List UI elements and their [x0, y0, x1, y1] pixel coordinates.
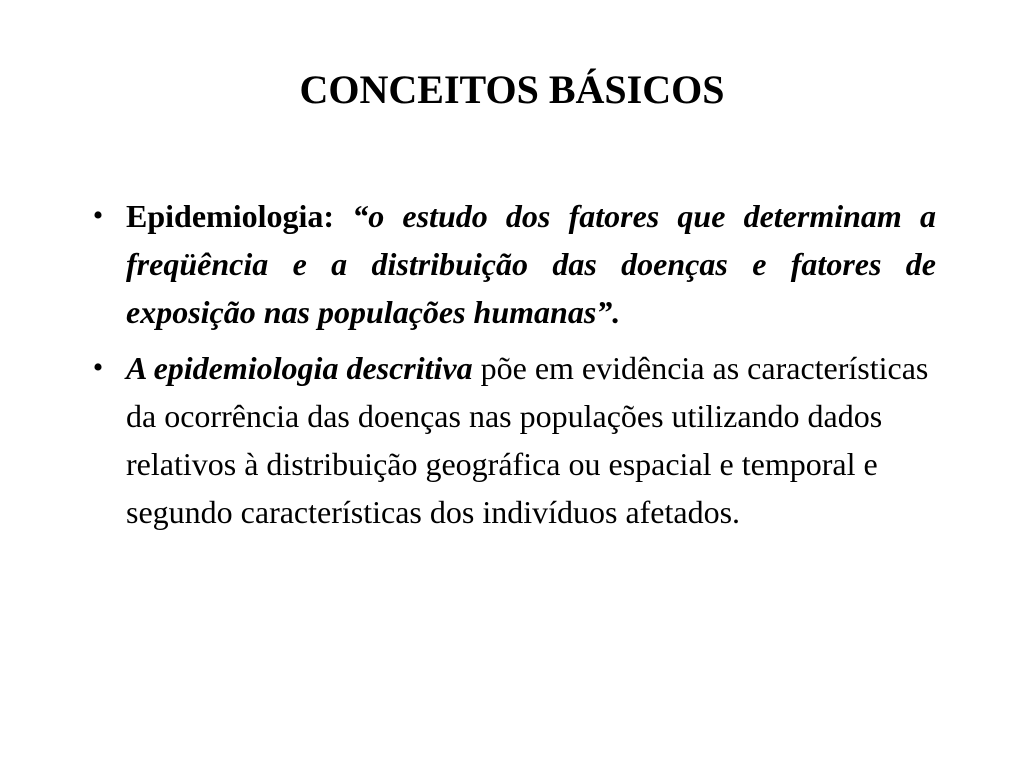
bullet-marker: • [92, 199, 104, 232]
term-epidemiologia: Epidemiologia: [126, 198, 335, 234]
definition-epidemiologia: “o estudo dos fatores que determinam a freqüência e a distribuição das doenças e fatores de exposição nas populações humanas”. [126, 198, 936, 330]
bullet-list [88, 192, 936, 536]
slide-title: CONCEITOS BÁSICOS [299, 67, 725, 112]
bullet-item-epidemiologia-descritiva [88, 344, 936, 536]
term-epidemiologia-descritiva: A epidemiologia descritiva [126, 350, 473, 386]
bullet-item-epidemiologia [88, 192, 936, 336]
bullet-marker: • [92, 351, 104, 384]
text-epidemiologia-descritiva: põe em evidência as características da ocorrência das doenças nas populações utilizando dados relativos à distribuição geográfica ou espacial e temporal e segundo características dos indivíduos afetados. [126, 350, 929, 530]
